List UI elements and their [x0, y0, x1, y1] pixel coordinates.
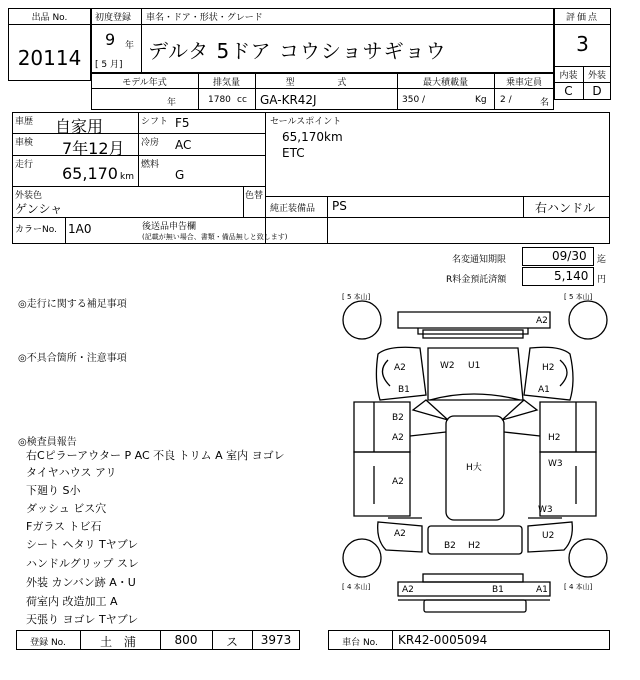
transfer-value: 09/30 [552, 249, 587, 263]
mark-roof-h-large: H大 [466, 463, 482, 473]
inspection-label: 車検 [15, 138, 34, 148]
exterior-grade: D [592, 84, 602, 98]
mileage-label: 走行 [15, 160, 34, 170]
inspector-line-2: タイヤハウス アリ [26, 466, 117, 479]
tire-front-left [343, 301, 381, 339]
mark-right-w3-lower: W3 [538, 505, 553, 515]
mark-rear-b2: B2 [444, 541, 456, 551]
docs-note: (記載が無い場合、書類・備品無しと致します) [142, 233, 288, 241]
inspector-line-9: 荷室内 改造加工 A [26, 595, 118, 608]
rear-bumper-outline [398, 582, 550, 596]
lot-label: 出品 No. [31, 13, 68, 23]
color-change-label: 色替 [245, 191, 264, 201]
mark-left-a2-low: A2 [392, 477, 404, 487]
recycle-value: 5,140 [554, 269, 589, 283]
driving-notes-title: ◎走行に関する補足事項 [18, 299, 127, 310]
fuel-label: 燃料 [141, 160, 160, 170]
mark-w2: W2 [440, 361, 455, 371]
max-load-label: 最大積載量 [422, 78, 468, 88]
capacity-label: 乗車定員 [505, 78, 542, 88]
mark-right-front-h2: H2 [542, 363, 555, 373]
defects-title: ◎不具合箇所・注意事項 [18, 353, 127, 364]
model-year-unit: 年 [167, 98, 177, 108]
inspection-value: 7年12月 [62, 139, 125, 158]
sales-point-1: 65,170km [282, 130, 343, 144]
mark-rear-bumper-a1: A1 [536, 585, 548, 595]
color-no-label: カラーNo. [15, 225, 57, 235]
mark-u1: U1 [468, 361, 481, 371]
genuine-label: 純正装備品 [270, 204, 316, 214]
chassis-label: 車台 No. [342, 638, 378, 648]
steering-value: 右ハンドル [535, 201, 596, 215]
mark-rear-bumper-a2: A2 [402, 585, 414, 595]
ac-label: 冷房 [141, 138, 160, 148]
car-name: デルタ 5ドア コウショサギョウ [148, 39, 447, 63]
inspector-line-6: シート ヘタリ Tヤブレ [26, 538, 139, 551]
ext-color-label: 外装色 [15, 191, 43, 201]
mark-left-a2-mid: A2 [392, 433, 404, 443]
inspector-line-1: 右Cピラーアウター P AC 不良 トリム A 室内 ヨゴレ [26, 449, 285, 462]
capacity-value: 2 / [500, 95, 512, 105]
tire-label-top-right: [ 5 本山] [564, 293, 593, 301]
max-load-unit: Kg [475, 95, 487, 105]
capacity-unit: 名 [540, 98, 550, 108]
history-value: 自家用 [55, 117, 104, 136]
chassis-value: KR42-0005094 [398, 633, 488, 647]
interior-grade: C [564, 84, 573, 98]
first-reg-year: 9 [105, 30, 116, 49]
mark-right-u2: U2 [542, 531, 555, 541]
damage-diagram [338, 290, 612, 626]
inspector-line-7: ハンドルグリップ スレ [26, 557, 139, 570]
inspector-line-3: 下廻り S小 [26, 484, 81, 497]
name-label: 車名・ドア・形状・グレード [146, 13, 263, 23]
inspector-line-5: Fガラス トビ石 [26, 520, 102, 533]
lot-number: 20114 [17, 46, 82, 70]
model-year-label: モデル年式 [122, 78, 167, 88]
mark-left-front-a2: A2 [394, 363, 406, 373]
displacement-value: 1780 [208, 95, 231, 105]
transfer-label: 名変通知期限 [452, 255, 507, 265]
tire-front-right [569, 301, 607, 339]
mark-front-bumper: A2 [536, 316, 548, 326]
tire-label-top-left: [ 5 本山] [342, 293, 371, 301]
inspector-line-8: 外装 カンバン跡 A・U [26, 576, 136, 589]
left-front-door [354, 402, 410, 452]
mileage-value: 65,170 [62, 164, 118, 183]
reg-kana: ス [225, 635, 238, 649]
type-value: GA-KR42J [260, 93, 317, 107]
first-reg-label: 初度登録 [95, 13, 132, 23]
shift-label: シフト [141, 117, 169, 127]
mark-left-front-b1: B1 [398, 385, 410, 395]
tire-rear-right [569, 539, 607, 577]
mark-left-b2: B2 [392, 413, 404, 423]
inspector-title: ◎検査員報告 [18, 437, 77, 448]
max-load-value: 350 / [402, 95, 426, 105]
displacement-label: 排気量 [212, 78, 240, 88]
reg-class: 800 [174, 633, 198, 647]
inspector-line-10: 天張り ヨゴレ Tヤブレ [26, 613, 139, 626]
hood-outline [428, 348, 523, 400]
inspector-line-4: ダッシュ ビス穴 [26, 502, 107, 515]
first-reg-year-unit: 年 [125, 41, 135, 51]
fuel-value: G [175, 168, 185, 182]
mark-right-w3-upper: W3 [548, 459, 563, 469]
mileage-unit: km [120, 172, 134, 182]
first-reg-month: [ 5 月] [95, 60, 123, 70]
type-label: 型 式 [285, 78, 367, 88]
front-bumper-outline [398, 312, 550, 328]
genuine-value: PS [332, 199, 347, 213]
sales-point-label: セールスポイント [270, 117, 342, 127]
color-no-value: 1A0 [68, 222, 92, 236]
mark-left-a2-rear: A2 [394, 529, 406, 539]
tire-label-bottom-left: [ 4 本山] [342, 583, 371, 591]
mark-rear-h2: H2 [468, 541, 481, 551]
displacement-unit: cc [237, 95, 247, 105]
docs-label: 後送品申告欄 [142, 222, 197, 232]
ext-color-value: ゲンシャ [15, 202, 63, 216]
tire-label-bottom-right: [ 4 本山] [564, 583, 593, 591]
sales-point-2: ETC [282, 146, 305, 160]
recycle-unit: 円 [597, 275, 607, 285]
score-label: 評価点 [565, 13, 599, 23]
reg-number: 3973 [260, 633, 292, 647]
history-label: 車歴 [15, 117, 34, 127]
shift-value: F5 [175, 116, 190, 130]
interior-label: 内装 [559, 71, 578, 81]
exterior-label: 外装 [587, 71, 606, 81]
mark-rear-bumper-b1: B1 [492, 585, 504, 595]
right-front-door [540, 402, 596, 452]
recycle-label: R料金預託済額 [446, 275, 507, 285]
score-value: 3 [576, 32, 589, 56]
mark-right-h2: H2 [548, 433, 561, 443]
transfer-unit: 迄 [597, 255, 607, 265]
ac-value: AC [175, 138, 192, 152]
reg-place: 土 浦 [100, 635, 140, 649]
reg-label: 登録 No. [30, 638, 66, 648]
tire-rear-left [343, 539, 381, 577]
mark-right-front-a1: A1 [538, 385, 550, 395]
